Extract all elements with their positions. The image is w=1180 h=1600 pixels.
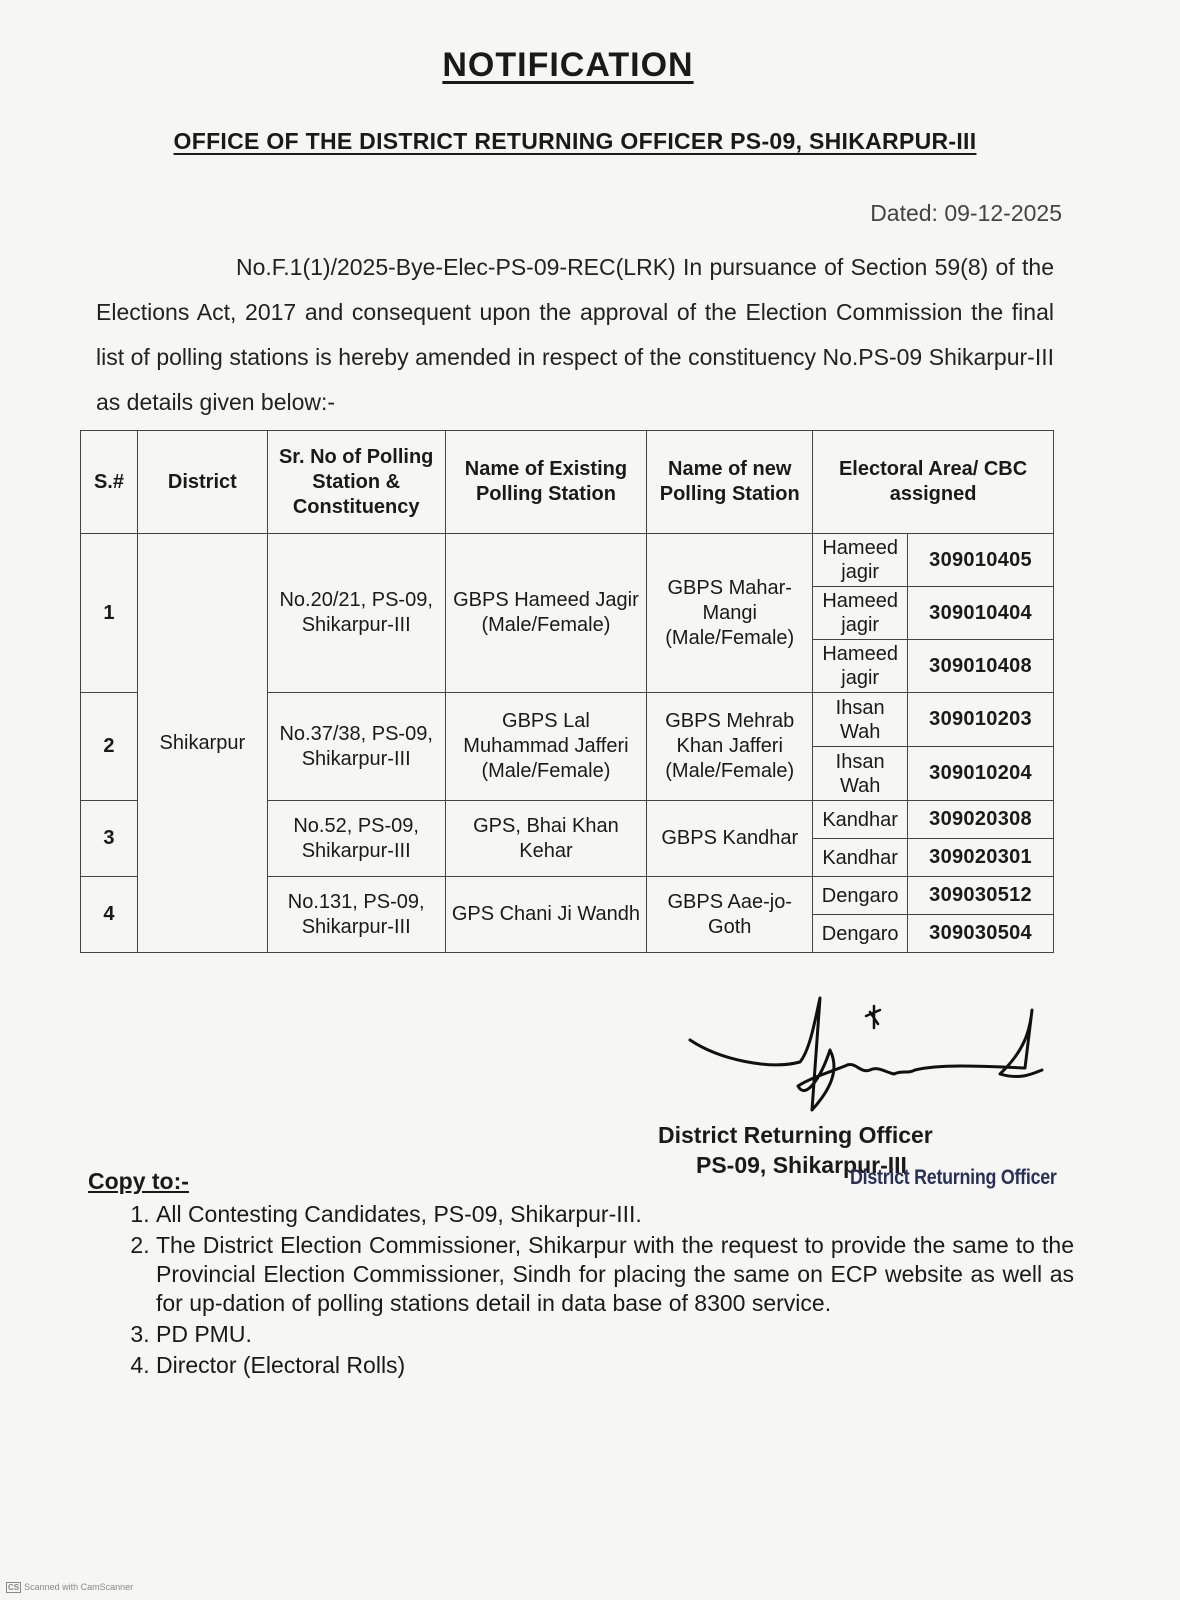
new-station-cell: GBPS Aae-jo-Goth bbox=[647, 877, 813, 953]
cbc-code-cell: 309030512 bbox=[908, 877, 1054, 915]
notification-paragraph bbox=[96, 245, 1054, 425]
list-item: 4. Director (Electoral Rolls) bbox=[156, 1351, 1074, 1380]
cbc-code-cell: 309010203 bbox=[908, 693, 1054, 747]
cbc-code-cell: 309030504 bbox=[908, 915, 1054, 953]
area-cell: Dengaro bbox=[813, 915, 908, 953]
signatory-title: District Returning Officer bbox=[658, 1122, 933, 1148]
reference-number: No.F.1(1)/2025-Bye-Elec-PS-09-REC(LRK) bbox=[236, 254, 676, 280]
area-cell: Ihsan Wah bbox=[813, 693, 908, 747]
area-cell: Ihsan Wah bbox=[813, 747, 908, 801]
official-stamp: District Returning Officer bbox=[850, 1166, 1057, 1189]
area-cell: Hameed jagir bbox=[813, 640, 908, 693]
sr-no-cell: No.37/38, PS-09, Shikarpur-III bbox=[267, 693, 445, 801]
area-cell: Dengaro bbox=[813, 877, 908, 915]
row-sno: 1 bbox=[81, 534, 138, 693]
date-line: Dated: 09-12-2025 bbox=[870, 200, 1062, 226]
existing-station-cell: GPS Chani Ji Wandh bbox=[445, 877, 647, 953]
district-cell: Shikarpur bbox=[137, 534, 267, 953]
cbc-code-cell: 309010404 bbox=[908, 587, 1054, 640]
polling-stations-table bbox=[80, 430, 1054, 953]
sr-no-cell: No.52, PS-09, Shikarpur-III bbox=[267, 801, 445, 877]
header-sr-no: Sr. No of Polling Station & Constituency bbox=[267, 431, 445, 534]
header-district: District bbox=[137, 431, 267, 534]
camscanner-icon: CS bbox=[8, 1583, 20, 1592]
area-cell: Hameed jagir bbox=[813, 587, 908, 640]
copy-to-heading: Copy to:- bbox=[88, 1168, 189, 1194]
scanner-footer bbox=[6, 1582, 133, 1593]
area-cell: Kandhar bbox=[813, 801, 908, 839]
existing-station-cell: GBPS Hameed Jagir (Male/Female) bbox=[445, 534, 647, 693]
existing-station-cell: GPS, Bhai Khan Kehar bbox=[445, 801, 647, 877]
table-header-row bbox=[81, 431, 1054, 534]
row-sno: 3 bbox=[81, 801, 138, 877]
cbc-code-cell: 309010405 bbox=[908, 534, 1054, 587]
area-cell: Hameed jagir bbox=[813, 534, 908, 587]
new-station-cell: GBPS Kandhar bbox=[647, 801, 813, 877]
cbc-code-cell: 309010408 bbox=[908, 640, 1054, 693]
row-sno: 2 bbox=[81, 693, 138, 801]
cbc-code-cell: 309020308 bbox=[908, 801, 1054, 839]
row-sno: 4 bbox=[81, 877, 138, 953]
header-sno: S.# bbox=[81, 431, 138, 534]
sr-no-cell: No.20/21, PS-09, Shikarpur-III bbox=[267, 534, 445, 693]
list-item: 1. All Contesting Candidates, PS-09, Shikarpur-III. bbox=[156, 1200, 1074, 1229]
signatory-office: PS-09, Shikarpur-III bbox=[696, 1152, 907, 1178]
new-station-cell: GBPS Mahar-Mangi (Male/Female) bbox=[647, 534, 813, 693]
list-item: 3. PD PMU. bbox=[156, 1320, 1074, 1349]
header-new-station: Name of new Polling Station bbox=[647, 431, 813, 534]
copy-to-list bbox=[120, 1200, 1074, 1382]
area-cell: Kandhar bbox=[813, 839, 908, 877]
document-title: NOTIFICATION bbox=[442, 46, 694, 84]
sr-no-cell: No.131, PS-09, Shikarpur-III bbox=[267, 877, 445, 953]
body-text: In pursuance of Section 59(8) of the Elections Act, 2017 and consequent upon the approval of the Election Commission the final list of polling stations is hereby amended in respect of the constituency No.PS-09 Shikarpur-III as details given below:- bbox=[96, 254, 1054, 415]
office-heading: OFFICE OF THE DISTRICT RETURNING OFFICER PS-09, SHIKARPUR-III bbox=[173, 128, 977, 154]
new-station-cell: GBPS Mehrab Khan Jafferi (Male/Female) bbox=[647, 693, 813, 801]
existing-station-cell: GBPS Lal Muhammad Jafferi (Male/Female) bbox=[445, 693, 647, 801]
list-item: 2. The District Election Commissioner, Shikarpur with the request to provide the same to the Provincial Election Commissioner, Sindh for placing the same on ECP website as well as for up-dation of polling stations detail in data base of 8300 service. bbox=[156, 1231, 1074, 1318]
cbc-code-cell: 309010204 bbox=[908, 747, 1054, 801]
header-electoral-area: Electoral Area/ CBC assigned bbox=[813, 431, 1054, 534]
cbc-code-cell: 309020301 bbox=[908, 839, 1054, 877]
footer-text: Scanned with CamScanner bbox=[24, 1582, 134, 1592]
header-existing-station: Name of Existing Polling Station bbox=[445, 431, 647, 534]
table-row bbox=[81, 534, 1054, 587]
